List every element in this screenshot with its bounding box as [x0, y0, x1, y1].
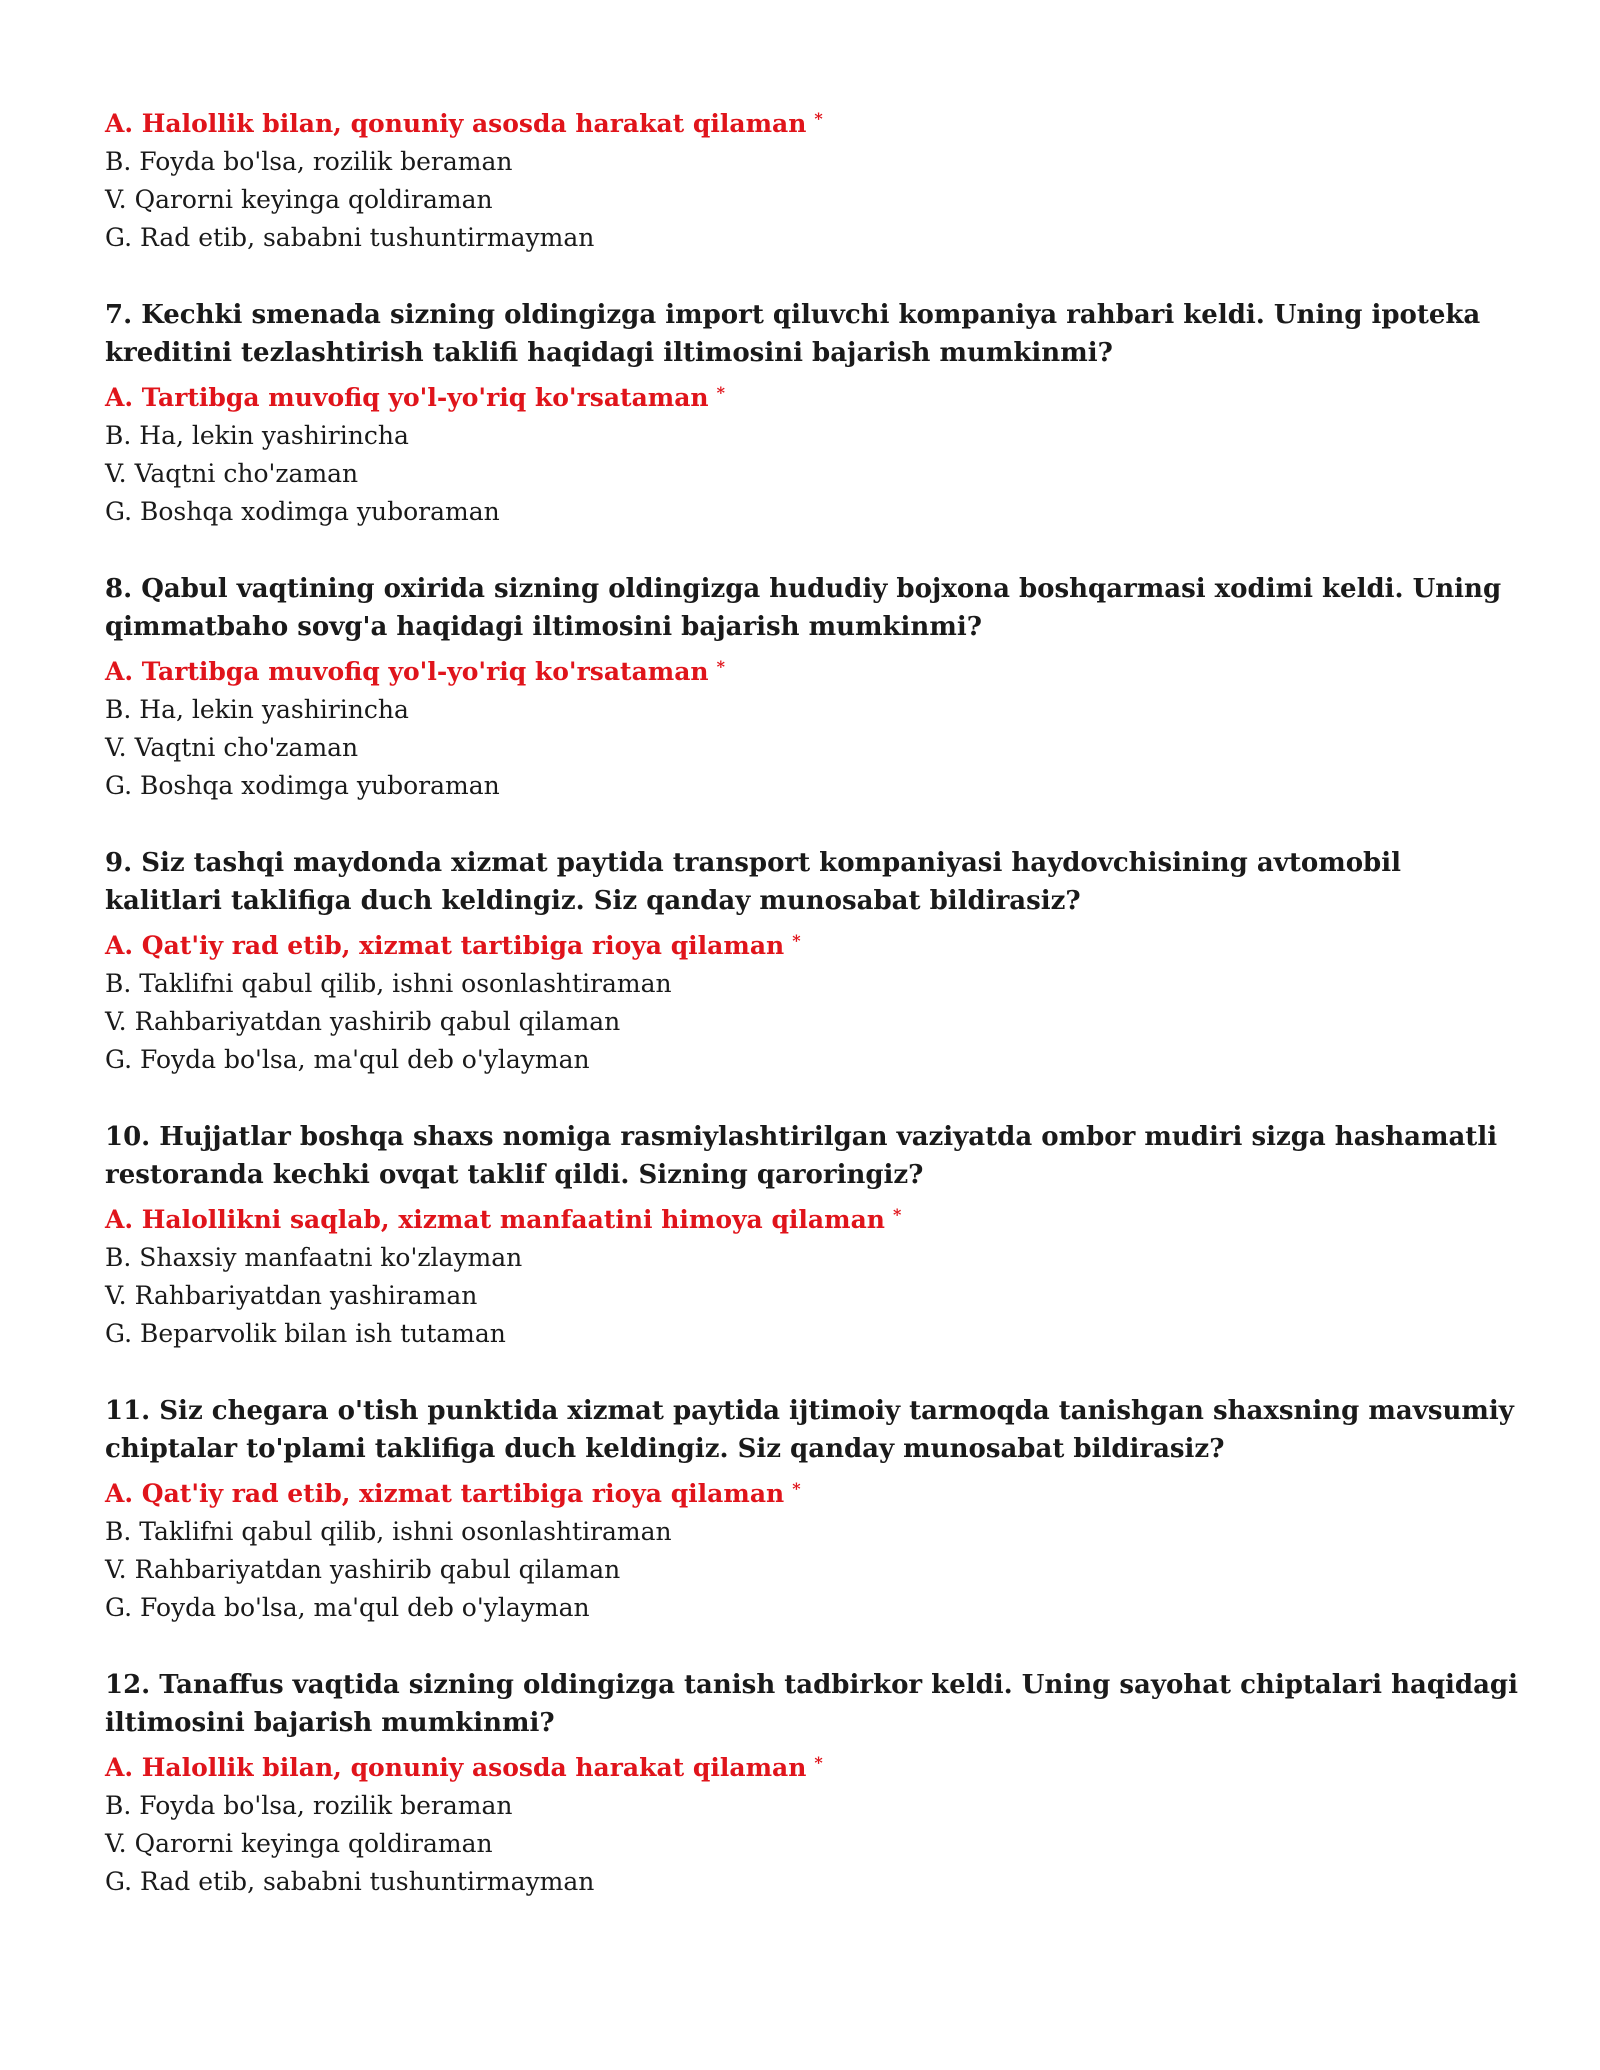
answer-option: G. Foyda bo'lsa, ma'qul deb o'ylayman [105, 1593, 590, 1622]
quiz-page [105, 100, 1525, 1940]
question-block-11 [105, 1392, 1525, 1627]
answer-option-correct: A. Qat'iy rad etib, xizmat tartibiga rioya qilaman * [105, 1479, 801, 1508]
question-text: 9. Siz tashqi maydonda xizmat paytida transport kompaniyasi haydovchisining avtomobil kalitlari taklifiga duch keldingiz. Siz qanday munosabat bildirasiz? [105, 848, 1401, 916]
answer-option: G. Rad etib, sababni tushuntirmayman [105, 223, 595, 252]
correct-marker-icon: * [892, 1205, 902, 1224]
answer-option-correct: A. Halollik bilan, qonuniy asosda harakat qilaman * [105, 1753, 823, 1782]
answer-option: V. Qarorni keyinga qoldiraman [105, 1829, 493, 1858]
answer-option: V. Qarorni keyinga qoldiraman [105, 185, 493, 214]
question-block-9 [105, 844, 1525, 1079]
answer-option: G. Boshqa xodimga yuboraman [105, 497, 500, 526]
answer-option: B. Ha, lekin yashirincha [105, 695, 409, 724]
answer-option: V. Rahbariyatdan yashiraman [105, 1281, 478, 1310]
answer-option: G. Boshqa xodimga yuboraman [105, 771, 500, 800]
answer-option: V. Vaqtni cho'zaman [105, 733, 359, 762]
correct-marker-icon: * [716, 383, 725, 402]
question-block-8 [105, 570, 1525, 805]
answer-option: B. Ha, lekin yashirincha [105, 421, 409, 450]
question-block-7 [105, 296, 1525, 531]
question-block-12 [105, 1666, 1525, 1901]
answer-option: B. Foyda bo'lsa, rozilik beraman [105, 147, 513, 176]
question-text: 10. Hujjatlar boshqa shaxs nomiga rasmiylashtirilgan vaziyatda ombor mudiri sizga hashamatli restoranda kechki ovqat taklif qildi. Sizning qaroringiz? [105, 1122, 1498, 1190]
answer-option-correct: A. Qat'iy rad etib, xizmat tartibiga rioya qilaman * [105, 931, 801, 960]
correct-marker-icon: * [716, 657, 725, 676]
answer-option: B. Foyda bo'lsa, rozilik beraman [105, 1791, 513, 1820]
answer-option: B. Taklifni qabul qilib, ishni osonlashtiraman [105, 969, 672, 998]
answer-option-correct: A. Halollikni saqlab, xizmat manfaatini himoya qilaman * [105, 1205, 902, 1234]
question-text: 11. Siz chegara o'tish punktida xizmat paytida ijtimoiy tarmoqda tanishgan shaxsning mavsumiy chiptalar to'plami taklifiga duch keldingiz. Siz qanday munosabat bildirasiz? [105, 1396, 1514, 1464]
answer-option: V. Rahbariyatdan yashirib qabul qilaman [105, 1007, 621, 1036]
answer-option: V. Rahbariyatdan yashirib qabul qilaman [105, 1555, 621, 1584]
answer-option: B. Taklifni qabul qilib, ishni osonlashtiraman [105, 1517, 672, 1546]
question-text: 7. Kechki smenada sizning oldingizga import qiluvchi kompaniya rahbari keldi. Uning ipoteka kreditini tezlashtirish taklifi haqidagi iltimosini bajarish mumkinmi? [105, 300, 1481, 368]
correct-marker-icon: * [792, 931, 801, 950]
answer-option-correct: A. Tartibga muvofiq yo'l-yo'riq ko'rsataman * [105, 383, 725, 412]
question-block-10 [105, 1118, 1525, 1353]
correct-marker-icon: * [814, 109, 823, 128]
answer-option: G. Beparvolik bilan ish tutaman [105, 1319, 506, 1348]
answer-option: G. Rad etib, sababni tushuntirmayman [105, 1867, 595, 1896]
correct-marker-icon: * [792, 1479, 801, 1498]
answer-option-correct: A. Tartibga muvofiq yo'l-yo'riq ko'rsataman * [105, 657, 725, 686]
answer-option: B. Shaxsiy manfaatni ko'zlayman [105, 1243, 523, 1272]
answer-option-correct: A. Halollik bilan, qonuniy asosda harakat qilaman * [105, 109, 823, 138]
answer-option: G. Foyda bo'lsa, ma'qul deb o'ylayman [105, 1045, 590, 1074]
answer-option: V. Vaqtni cho'zaman [105, 459, 359, 488]
question-block-6-tail [105, 100, 1525, 257]
question-text: 12. Tanaffus vaqtida sizning oldingizga tanish tadbirkor keldi. Uning sayohat chiptalari haqidagi iltimosini bajarish mumkinmi? [105, 1670, 1518, 1738]
question-text: 8. Qabul vaqtining oxirida sizning oldingizga hududiy bojxona boshqarmasi xodimi keldi. Uning qimmatbaho sovg'a haqidagi iltimosini bajarish mumkinmi? [105, 574, 1502, 642]
correct-marker-icon: * [814, 1753, 823, 1772]
